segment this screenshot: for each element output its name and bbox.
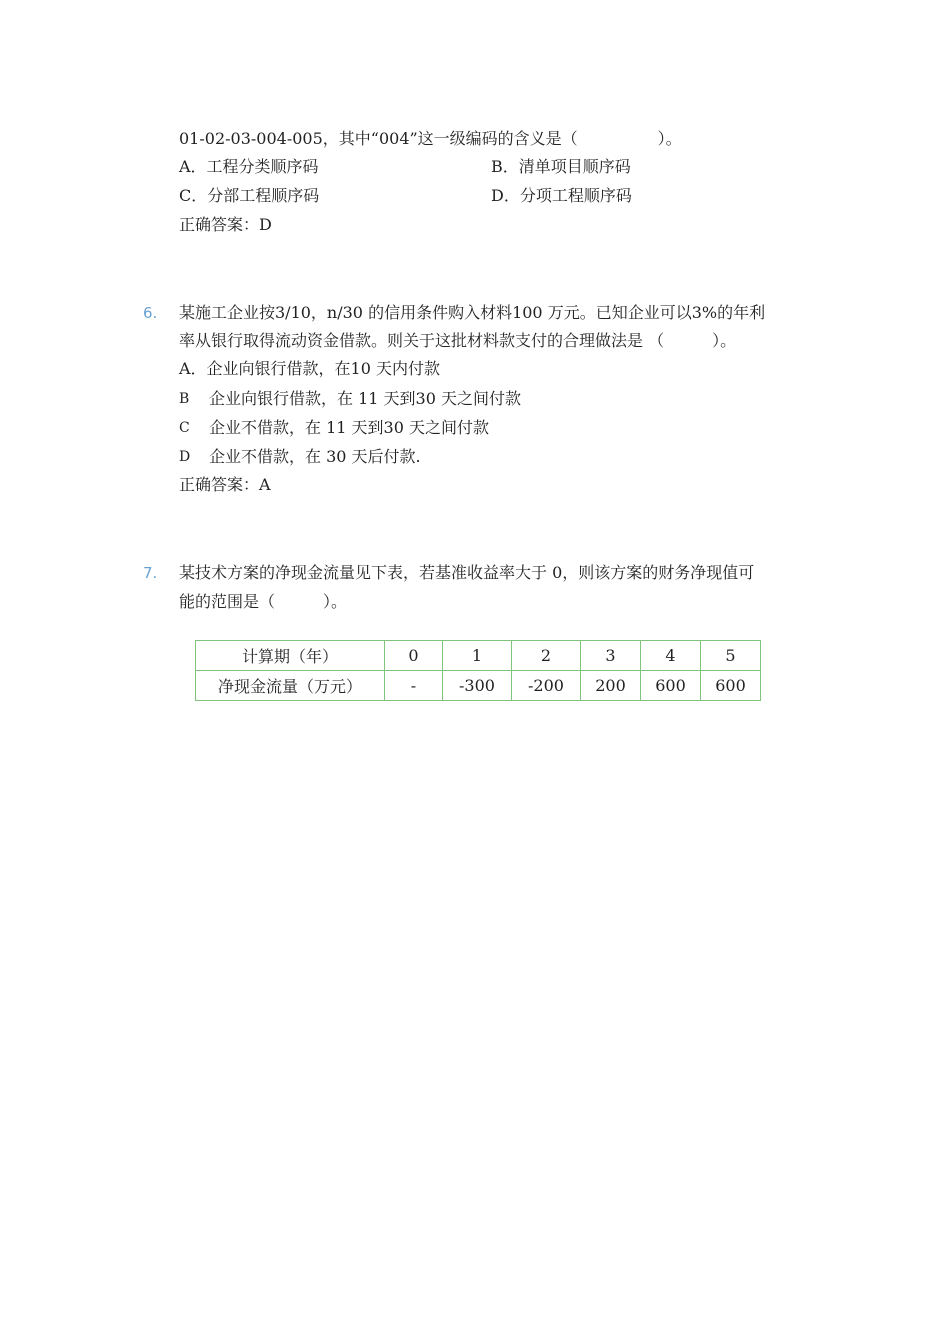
q6-stem-line2: 率从银行取得流动资金借款。则关于这批材料款支付的合理做法是 （ ）。 — [179, 331, 737, 350]
q7-stem-line1: 某技术方案的净现金流量见下表，若基准收益率大于 0，则该方案的财务净现值可 — [179, 563, 755, 582]
q5-answer: 正确答案：D — [179, 215, 272, 234]
q6-option-b-label: B — [179, 391, 190, 407]
q6-stem-line1: 某施工企业按3/10，n/30 的信用条件购入材料100 万元。已知企业可以3%的年利 — [179, 303, 766, 322]
row-cell: -200 — [512, 671, 581, 701]
q6-option-a: A．企业向银行借款，在10 天内付款 — [179, 359, 441, 378]
q6-option-d-text: 企业不借款，在 30 天后付款. — [209, 447, 421, 466]
header-cell: 1 — [443, 641, 512, 671]
q5-option-b: B．清单项目顺序码 — [491, 157, 631, 176]
q5-option-c: C．分部工程顺序码 — [179, 186, 320, 205]
q6-option-d-label: D — [179, 449, 191, 465]
q6-option-c-label: C — [179, 420, 190, 436]
q7-number: 7. — [143, 564, 158, 582]
q5-option-a: A．工程分类顺序码 — [179, 157, 319, 176]
q6-answer: 正确答案：A — [179, 475, 271, 494]
q6-option-b-text: 企业向银行借款，在 11 天到30 天之间付款 — [209, 389, 521, 408]
row-cell: 600 — [641, 671, 701, 701]
q6-number: 6. — [143, 304, 158, 322]
table-header-row — [196, 641, 761, 671]
header-cell: 3 — [581, 641, 641, 671]
row-cell: 200 — [581, 671, 641, 701]
header-cell-period: 计算期（年） — [196, 641, 385, 671]
row-cell: 600 — [701, 671, 761, 701]
table-row — [196, 671, 761, 701]
header-cell: 4 — [641, 641, 701, 671]
q5-option-d: D．分项工程顺序码 — [491, 186, 632, 205]
row-cell: - — [385, 671, 443, 701]
header-cell: 0 — [385, 641, 443, 671]
q7-stem-line2: 能的范围是（ ）。 — [179, 592, 348, 611]
cash-flow-table — [195, 640, 761, 701]
header-cell: 2 — [512, 641, 581, 671]
header-cell: 5 — [701, 641, 761, 671]
q5-stem: 01-02-03-004-005，其中“004”这一级编码的含义是（ ）。 — [179, 129, 682, 148]
row-cell: -300 — [443, 671, 512, 701]
row-cell-label: 净现金流量（万元） — [196, 671, 385, 701]
q6-option-c-text: 企业不借款，在 11 天到30 天之间付款 — [209, 418, 489, 437]
